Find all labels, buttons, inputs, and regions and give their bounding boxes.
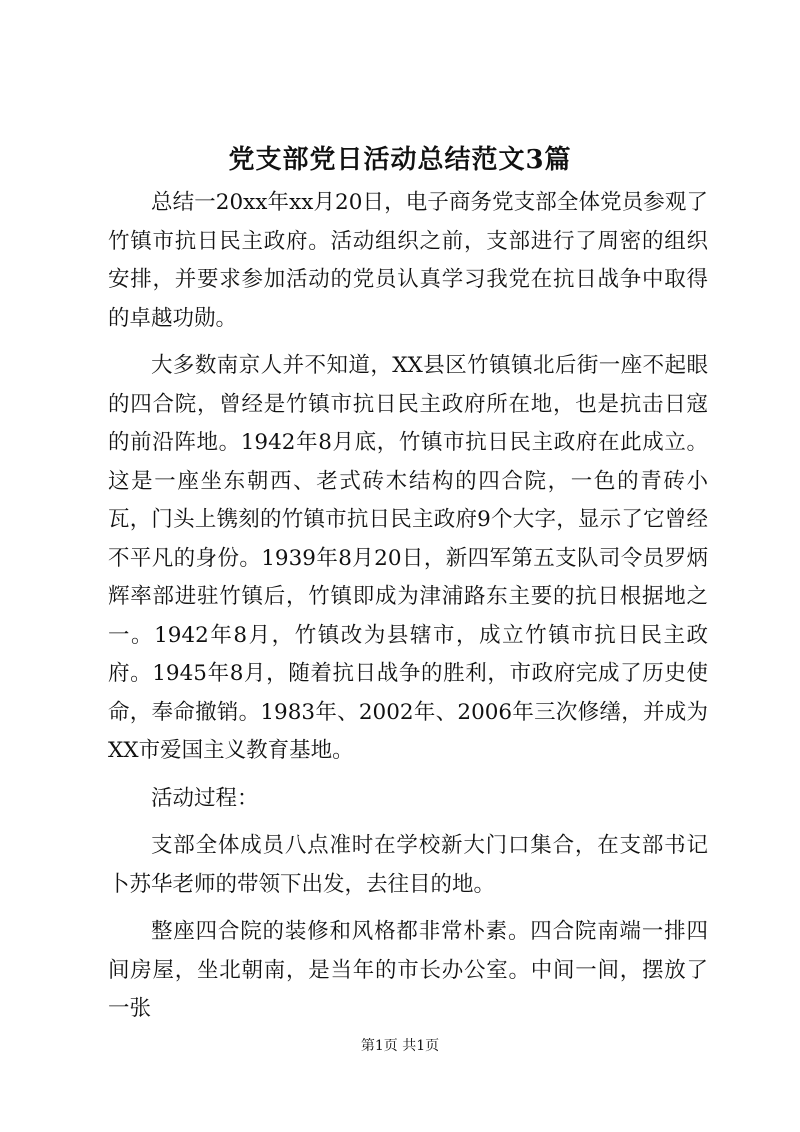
paragraph-assembly: 支部全体成员八点准时在学校新大门口集合，在支部书记卜苏华老师的带领下出发，去往目的地。 xyxy=(108,833,708,897)
paragraph-activity-heading: 活动过程： xyxy=(151,785,259,811)
paragraph-history: 大多数南京人并不知道，XX县区竹镇镇北后街一座不起眼的四合院，曾经是竹镇市抗日民主政府所在地，也是抗击日寇的前沿阵地。1942年8月底，竹镇市抗日民主政府在此成立。这是一座坐东朝西、老式砖木结构的四合院，一色的青砖小瓦，门头上镌刻的竹镇市抗日民主政府9个大字，显示了它曾经不平凡的身份。1939年8月20日，新四军第五支队司令员罗炳辉率部进驻竹镇后，竹镇即成为津浦路东主要的抗日根据地之一。1942年8月，竹镇改为县辖市，成立竹镇市抗日民主政府。1945年8月，随着抗日战争的胜利，市政府完成了历史使命，奉命撤销。1983年、2002年、2006年三次修缮，并成为XX市爱国主义教育基地。 xyxy=(108,353,708,763)
paragraph-courtyard: 整座四合院的装修和风格都非常朴素。四合院南端一排四间房屋，坐北朝南，是当年的市长办公室。中间一间，摆放了一张 xyxy=(108,919,708,1021)
document-title: 党支部党日活动总结范文3篇 xyxy=(228,145,572,175)
paragraph-summary-intro: 总结一20xx年xx月20日，电子商务党支部全体党员参观了竹镇市抗日民主政府。活动组织之前，支部进行了周密的组织安排，并要求参加活动的党员认真学习我党在抗日战争中取得的卓越功勋。 xyxy=(108,190,708,331)
page-footer: 第1页 共1页 xyxy=(360,1038,440,1054)
document-body xyxy=(108,184,708,1038)
